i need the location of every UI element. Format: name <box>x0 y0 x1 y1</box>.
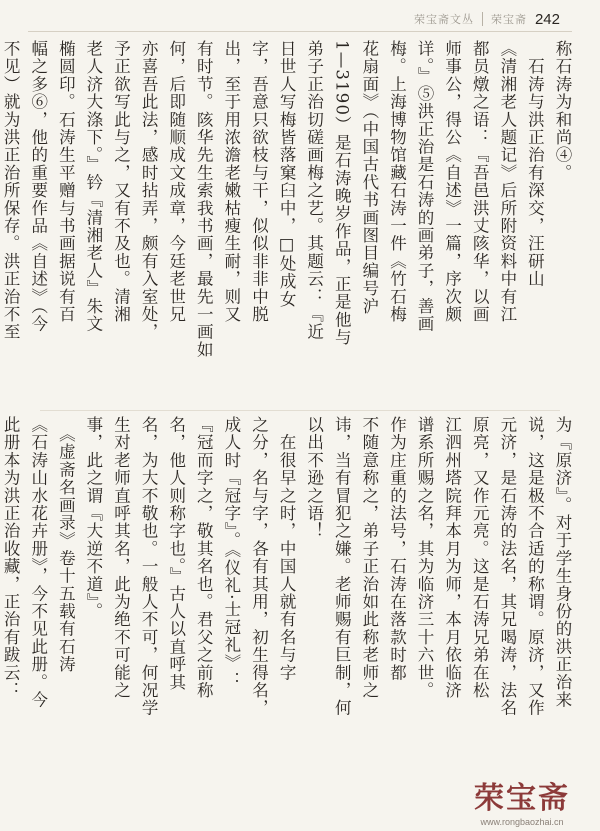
text-column: 1—3190）是石涛晚岁作品，正是他与 <box>332 40 352 347</box>
text-column: 不随意称之，弟子正治如此称老师之 <box>359 416 379 700</box>
text-column: 《清湘老人题记》后所附资料中有江 <box>497 40 517 324</box>
text-column: 谱系所赐之名，其为临济三十六世。 <box>415 416 435 700</box>
text-column: 有时节。陔华先生索我书画，最先一画如 <box>194 40 214 359</box>
text-column: 石涛与洪正治有深交，汪研山 <box>525 40 545 288</box>
text-column: 讳，当有冒犯之嫌。老师赐有巨制，何 <box>332 416 352 717</box>
text-column: 以出不逊之语！ <box>304 416 324 540</box>
text-column: 何，后即随顺成文成章，今廷老世兄 <box>166 40 186 324</box>
text-column: 不见）就为洪正治所保存。洪正治不至 <box>1 40 21 341</box>
text-column: 师事公，得公《自述》一篇，序次颇 <box>442 40 462 324</box>
text-column: 事，此之谓『大逆不道』。 <box>83 416 103 621</box>
text-column: 日世人写梅皆落窠臼中，□处成女 <box>277 40 297 308</box>
text-column: 成人时『冠字』。《仪礼·士冠礼》： <box>221 416 241 690</box>
text-column: 花扇面》（中国古代书画图目编号沪 <box>359 40 379 315</box>
text-column: 都员燉之语：『吾邑洪丈陔华，以画 <box>470 40 490 324</box>
text-column: 生对老师直呼其名，此为绝不可能之 <box>111 416 131 700</box>
watermark <box>474 781 570 827</box>
header-divider <box>482 12 483 26</box>
text-column: 说，这是极不合适的称谓。原济，又作 <box>525 416 545 717</box>
text-column: 元济，是石涛的法名，其兄喝涛，法名 <box>497 416 517 717</box>
text-column: 椭圆印。石涛生平赠与书画据说有百 <box>56 40 76 324</box>
header-rule <box>28 31 572 32</box>
book-title: 荣宝斋文丛 <box>413 13 474 26</box>
text-column: 《石涛山水花卉册》，今不见此册。今 <box>28 416 48 709</box>
text-column: 老人济大涤下。』钤『清湘老人』朱文 <box>83 40 103 333</box>
text-column: 之分，名与字，各有其用，初生得名， <box>249 416 269 717</box>
text-block-top <box>1 40 576 410</box>
text-column: 弟子正治切磋画梅之艺。其题云：『近 <box>304 40 324 341</box>
text-column: 予正欲写此与之，又有不及也。清湘 <box>111 40 131 324</box>
page-header <box>414 10 560 28</box>
text-column: 字，吾意只欲枝与干，似似非非中脱 <box>249 40 269 324</box>
page-number: 242 <box>534 10 560 28</box>
text-column: 出，至于用浓澹老嫩枯瘦生耐，则又 <box>221 40 241 324</box>
text-column: 此册本为洪正治收藏，正治有跋云： <box>1 416 21 700</box>
watermark-url: www.rongbaozhai.cn <box>480 817 564 827</box>
text-column: 原亮，又作元亮。这是石涛兄弟在松 <box>470 416 490 700</box>
text-column: 名，为大不敬也。一般人不可，何况学 <box>139 416 159 717</box>
chapter-title: 荣宝斋 <box>490 13 527 26</box>
text-column: 江泗州塔院拜本月为师，本月依临济 <box>442 416 462 700</box>
watermark-logo: 荣宝斋 <box>474 781 570 816</box>
text-column: 名，他人则称字也。』古人以直呼其 <box>166 416 186 691</box>
text-column: 『冠而字之，敬其名也。君父之前称 <box>194 416 214 700</box>
text-block-bottom <box>1 416 576 786</box>
text-column: 在很早之时，中国人就有名与字 <box>277 416 297 682</box>
band-divider <box>40 410 560 411</box>
text-column: 作为庄重的法号，石涛在落款时都 <box>387 416 407 682</box>
text-column: 《虚斋名画录》卷十五载有石涛 <box>56 416 76 674</box>
text-column: 幅之多⑥，他的重要作品《自述》（今 <box>28 40 48 333</box>
text-column: 详。』⑤洪正治是石涛的画弟子，善画 <box>415 40 435 333</box>
text-column: 亦喜吾此法，感时拈弄，颇有入室处， <box>139 40 159 341</box>
text-column: 称石涛为和尚④。 <box>553 40 572 182</box>
text-column: 梅。上海博物馆藏石涛一件《竹石梅 <box>387 40 407 324</box>
text-column: 为『原济』。对于学生身份的洪正治来 <box>553 416 572 709</box>
